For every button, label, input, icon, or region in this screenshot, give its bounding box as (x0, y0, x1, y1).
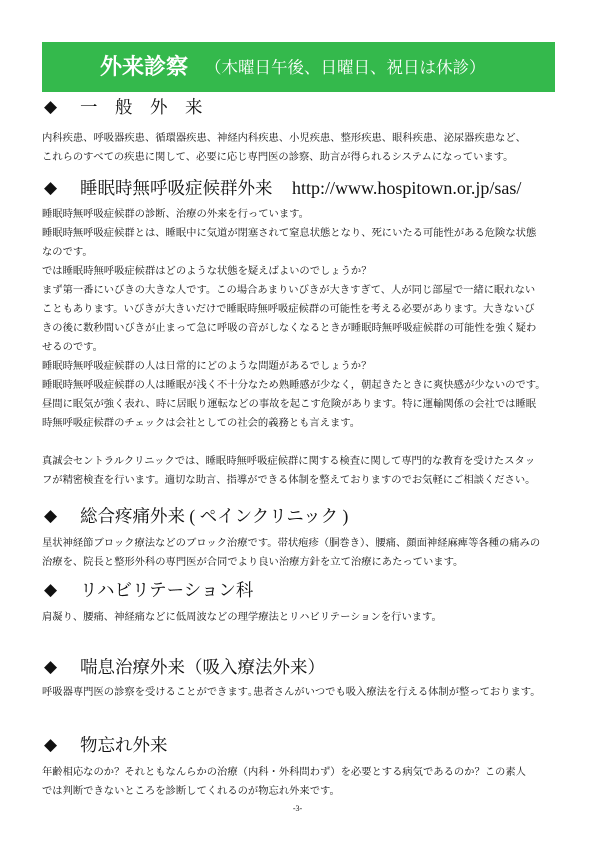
section-body-memory (42, 763, 557, 801)
diamond-bullet-icon: ◆ (44, 178, 58, 197)
body-line: 年齢相応なのか？それともなんらかの治療（内科・外科問わず）を必要とする病気であるのか？この素人 (42, 767, 526, 778)
section-heading-asthma (44, 655, 555, 679)
section-heading-memory (44, 733, 555, 757)
sleep-apnea-url: http://www.hospitown.or.jp/sas/ (292, 178, 522, 198)
section-title: 総合疼痛外来 ( ペインクリニック ) (80, 506, 349, 526)
section-title: 睡眠時無呼吸症候群外来 (80, 178, 273, 198)
section-body-rehabilitation (42, 608, 557, 627)
section-body-sleep-apnea (42, 205, 557, 490)
section-body-asthma (42, 683, 557, 702)
diamond-bullet-icon: ◆ (44, 580, 58, 599)
page-title: 外来診察 (100, 54, 189, 79)
diamond-bullet-icon: ◆ (44, 97, 58, 116)
section-body-general (42, 129, 557, 167)
paragraph-gap (42, 433, 557, 452)
body-line: 時無呼吸症候群のチェックは会社としての社会的義務とも言えます。 (42, 418, 361, 429)
body-line: まず第一番にいびきの大きな人です。この場合あまりいびきが大きすぎて、人が同じ部屋で一緒に眠れない (42, 285, 536, 296)
section-title: 物忘れ外来 (80, 735, 168, 755)
body-line: これらのすべての疾患に関して、必要に応じ専門医の診察、助言が得られるシステムになっています。 (42, 152, 514, 163)
body-line: 内科疾患、呼吸器疾患、循環器疾患、神経内科疾患、小児疾患、整形疾患、眼科疾患、泌尿器疾患など、 (42, 133, 526, 144)
section-title: 一 般 外 来 (80, 97, 203, 117)
body-line: せるのです。 (42, 342, 103, 353)
body-line: 睡眠時無呼吸症候群の人は睡眠が浅く不十分なため熟睡感が少なく，朝起きたときに爽快感が少ないのです。 (42, 380, 546, 391)
title-banner (42, 42, 555, 92)
section-heading-sleep-apnea (44, 176, 555, 200)
section-title: 喘息治療外来（吸入療法外来） (80, 657, 325, 677)
diamond-bullet-icon: ◆ (44, 657, 58, 676)
body-line: こともあります。いびきが大きいだけで睡眠時無呼吸症候群の可能性を考える必要があります。大きないび (42, 304, 535, 315)
section-body-pain-clinic (42, 534, 557, 572)
section-heading-rehabilitation (44, 578, 555, 602)
body-line: フが精密検査を行います。適切な助言、指導ができる体制を整えておりますのでお気軽にご相談ください。 (42, 475, 536, 486)
body-line: では睡眠時無呼吸症候群はどのような状態を疑えばよいのでしょうか？ (42, 266, 372, 277)
body-line: 睡眠時無呼吸症候群の診断、治療の外来を行っています。 (42, 209, 309, 220)
body-line: きの後に数秒間いびきが止まって急に呼吸の音がしなくなるときが睡眠時無呼吸症候群の可能性を強く疑わ (42, 323, 537, 334)
body-line: 睡眠時無呼吸症候群とは、睡眠中に気道が閉塞されて窒息状態となり、死にいたる可能性がある危険な状態 (42, 228, 537, 239)
body-line: 治療を、院長と整形外科の専門医が合同でより良い治療方針を立て治療にあたっています。 (42, 557, 464, 568)
body-line: 昼間に眠気が強く表れ、時に居眠り運転などの事故を起こす危険があります。特に運輸関係の会社では睡眠 (42, 399, 537, 410)
section-title: リハビリテーション科 (80, 580, 254, 600)
diamond-bullet-icon: ◆ (44, 735, 58, 754)
body-line: 星状神経節ブロック療法などのブロック治療です。帯状疱疹（胴巻き）、腰痛、顔面神経麻痺等各種の痛みの (42, 538, 541, 549)
diamond-bullet-icon: ◆ (44, 506, 58, 525)
body-line: 肩凝り、腰痛、神経痛などに低周波などの理学療法とリハビリテーションを行います。 (42, 612, 442, 623)
body-line: では判断できないところを診断してくれるのが物忘れ外来です。 (42, 786, 340, 797)
closed-days-note: （木曜日午後、日曜日、祝日は休診） (205, 58, 486, 77)
page-number: -3- (292, 804, 303, 813)
section-heading-general (44, 95, 555, 119)
body-line: 真誠会セントラルクリニックでは、睡眠時無呼吸症候群に関する検査に関して専門的な教育を受けたスタッ (42, 456, 536, 467)
body-line: 睡眠時無呼吸症候群の人は日常的にどのような問題があるでしょうか？ (42, 361, 372, 372)
body-line: 呼吸器専門医の診察を受けることができます｡患者さんがいつでも吸入療法を行える体制が整っております。 (42, 687, 541, 698)
body-line: なのです。 (42, 247, 93, 258)
section-heading-pain-clinic (44, 504, 555, 528)
